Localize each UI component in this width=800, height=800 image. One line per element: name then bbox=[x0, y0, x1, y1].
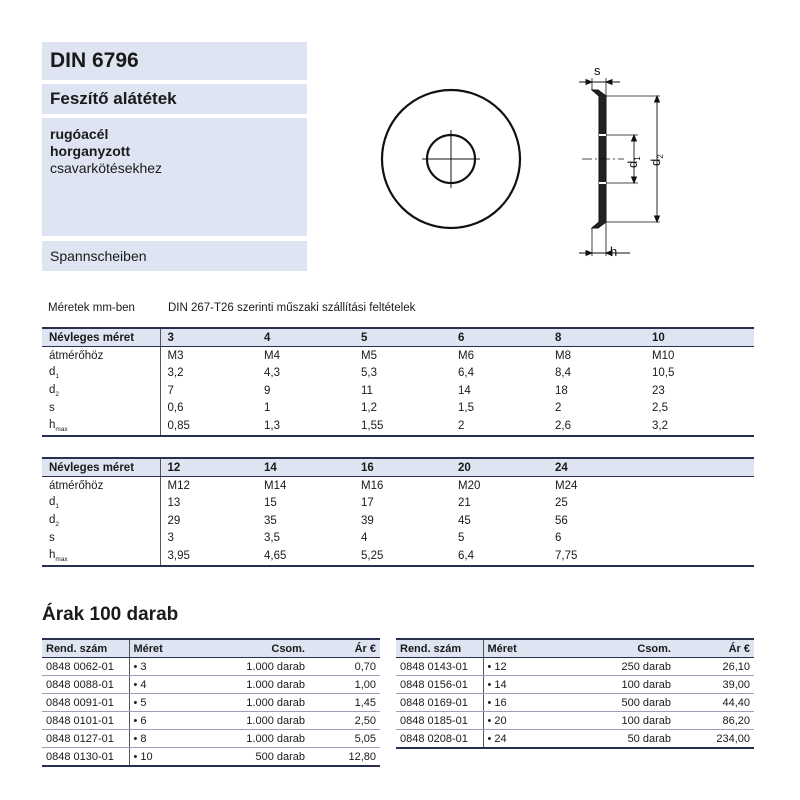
spec-header-row bbox=[42, 328, 754, 347]
price-price: 39,00 bbox=[675, 676, 754, 694]
usage-line: csavarkötésekhez bbox=[50, 160, 163, 176]
spec-cell: 15 bbox=[264, 497, 277, 510]
label-s: s bbox=[594, 63, 601, 78]
spec-row-label-text: h bbox=[49, 418, 56, 431]
price-price: 1,00 bbox=[309, 676, 380, 694]
spec-size-header: 10 bbox=[645, 328, 754, 347]
spec-row-label bbox=[42, 365, 160, 383]
spec-row-label bbox=[42, 495, 160, 513]
spec-size-header: 3 bbox=[160, 328, 257, 347]
product-title: DIN 6796 bbox=[42, 42, 307, 80]
price-row bbox=[42, 730, 380, 748]
spec-cell: 4 bbox=[361, 532, 368, 545]
price-row bbox=[42, 658, 380, 676]
price-code: 0848 0143-01 bbox=[396, 658, 483, 676]
spec-cell: M12 bbox=[160, 477, 257, 495]
spec-cell: 3,5 bbox=[264, 532, 280, 545]
spec-cell: M8 bbox=[555, 349, 571, 362]
spec-cell: 1,55 bbox=[354, 417, 451, 436]
spec-row bbox=[42, 417, 754, 436]
spec-cell: 17 bbox=[361, 497, 374, 510]
price-pack: 500 darab bbox=[551, 694, 675, 712]
price-pack: 1.000 darab bbox=[189, 676, 309, 694]
price-table-right bbox=[396, 638, 754, 749]
price-column-header: Ár € bbox=[309, 639, 380, 658]
price-row bbox=[42, 676, 380, 694]
spec-cell: M10 bbox=[652, 349, 675, 362]
spec-row-label-text: d bbox=[49, 383, 56, 396]
spec-row-label bbox=[42, 417, 160, 436]
spec-cell: M16 bbox=[361, 479, 384, 492]
price-column-header: Méret bbox=[129, 639, 189, 658]
price-code: 0848 0127-01 bbox=[42, 730, 129, 748]
spec-row-label-sub: 1 bbox=[55, 503, 60, 511]
spec-size-header: 4 bbox=[257, 328, 354, 347]
price-price: 0,70 bbox=[309, 658, 380, 676]
spec-row-label-sub: 2 bbox=[55, 390, 60, 398]
spec-cell: 8,4 bbox=[555, 367, 571, 380]
spec-row-label-text: átmérőhöz bbox=[49, 349, 104, 362]
spec-row-label bbox=[42, 382, 160, 400]
price-code: 0848 0088-01 bbox=[42, 676, 129, 694]
spec-row bbox=[42, 400, 754, 418]
product-subtitle: Feszítő alátétek bbox=[42, 84, 307, 114]
spec-row-label-text: s bbox=[49, 532, 55, 545]
price-row bbox=[396, 694, 754, 712]
spec-table-1 bbox=[42, 327, 754, 437]
label-d2: $d_2$ bbox=[648, 154, 665, 166]
price-price: 86,20 bbox=[675, 712, 754, 730]
product-description bbox=[42, 118, 307, 236]
spec-cell: 9 bbox=[264, 384, 271, 397]
spec-size-header: 16 bbox=[354, 458, 451, 477]
spec-row-label bbox=[42, 347, 160, 365]
spec-cell: 3,95 bbox=[160, 547, 257, 566]
price-price: 12,80 bbox=[309, 748, 380, 767]
price-row bbox=[396, 712, 754, 730]
spec-cell: 2,6 bbox=[548, 417, 645, 436]
spec-row-label-text: h bbox=[49, 548, 56, 561]
spec-size-header: 20 bbox=[451, 458, 548, 477]
price-size: • 5 bbox=[129, 694, 189, 712]
spec-cell: 1,3 bbox=[257, 417, 354, 436]
price-row bbox=[42, 694, 380, 712]
spec-cell: 1,5 bbox=[458, 402, 474, 415]
spec-row-label-sub: 1 bbox=[55, 373, 60, 381]
spec-cell: 25 bbox=[555, 497, 568, 510]
spec-row-label bbox=[42, 477, 160, 495]
price-price: 1,45 bbox=[309, 694, 380, 712]
price-row bbox=[42, 712, 380, 730]
spec-table-2 bbox=[42, 457, 754, 567]
spec-cell bbox=[645, 547, 754, 566]
spec-cell: M24 bbox=[555, 479, 578, 492]
spec-cell: 6 bbox=[555, 532, 562, 545]
spec-row-label-text: d bbox=[49, 496, 56, 509]
spec-cell: 56 bbox=[555, 514, 568, 527]
price-size: • 20 bbox=[483, 712, 551, 730]
price-pack: 100 darab bbox=[551, 676, 675, 694]
price-pack: 1.000 darab bbox=[189, 694, 309, 712]
spec-cell: 0,85 bbox=[160, 417, 257, 436]
spec-cell bbox=[645, 495, 754, 513]
spec-cell: 5,25 bbox=[354, 547, 451, 566]
price-row bbox=[396, 730, 754, 749]
spec-row-label bbox=[42, 530, 160, 548]
spec-cell: 35 bbox=[264, 514, 277, 527]
price-table-left bbox=[42, 638, 380, 767]
price-price: 44,40 bbox=[675, 694, 754, 712]
price-pack: 50 darab bbox=[551, 730, 675, 749]
spec-row-label-text: s bbox=[49, 402, 55, 415]
spec-cell: 18 bbox=[555, 384, 568, 397]
price-code: 0848 0091-01 bbox=[42, 694, 129, 712]
spec-row bbox=[42, 495, 754, 513]
units-note: Méretek mm-ben bbox=[48, 302, 135, 314]
spec-cell: 45 bbox=[458, 514, 471, 527]
spec-cell: 11 bbox=[361, 384, 373, 397]
price-code: 0848 0062-01 bbox=[42, 658, 129, 676]
price-pack: 250 darab bbox=[551, 658, 675, 676]
price-pack: 1.000 darab bbox=[189, 730, 309, 748]
spec-size-header: 8 bbox=[548, 328, 645, 347]
prices-title: Árak 100 darab bbox=[42, 604, 179, 625]
spec-cell: 14 bbox=[458, 384, 471, 397]
spec-row bbox=[42, 365, 754, 383]
german-name: Spannscheiben bbox=[42, 241, 307, 271]
spec-size-header: 14 bbox=[257, 458, 354, 477]
spec-header-row bbox=[42, 458, 754, 477]
spec-cell bbox=[645, 477, 754, 495]
spec-size-header: 6 bbox=[451, 328, 548, 347]
spec-cell: 0,6 bbox=[160, 400, 257, 418]
spec-cell: 23 bbox=[652, 384, 665, 397]
spec-size-header: 24 bbox=[548, 458, 645, 477]
spec-cell: M3 bbox=[160, 347, 257, 365]
price-pack: 500 darab bbox=[189, 748, 309, 767]
spec-cell: 13 bbox=[160, 495, 257, 513]
price-row bbox=[396, 676, 754, 694]
price-header-row bbox=[396, 639, 754, 658]
price-price: 234,00 bbox=[675, 730, 754, 749]
spec-cell: 2 bbox=[555, 402, 562, 415]
spec-cell: 7,75 bbox=[548, 547, 645, 566]
spec-row-label bbox=[42, 400, 160, 418]
price-size: • 8 bbox=[129, 730, 189, 748]
price-code: 0848 0169-01 bbox=[396, 694, 483, 712]
price-size: • 3 bbox=[129, 658, 189, 676]
price-pack: 1.000 darab bbox=[189, 712, 309, 730]
spec-row-label-text: d bbox=[49, 513, 56, 526]
label-d1: $d_1$ bbox=[625, 156, 642, 168]
price-size: • 12 bbox=[483, 658, 551, 676]
spec-size-header: 5 bbox=[354, 328, 451, 347]
spec-row-label-sub: 2 bbox=[55, 520, 60, 528]
spec-cell: 21 bbox=[458, 497, 471, 510]
price-code: 0848 0156-01 bbox=[396, 676, 483, 694]
spec-cell: M20 bbox=[458, 479, 481, 492]
material-line-2: horganyzott bbox=[50, 143, 131, 159]
delivery-note: DIN 267-T26 szerinti műszaki szállítási feltételek bbox=[168, 302, 416, 314]
spec-cell: 6,4 bbox=[458, 367, 474, 380]
price-column-header: Rend. szám bbox=[396, 639, 483, 658]
price-size: • 24 bbox=[483, 730, 551, 749]
price-size: • 10 bbox=[129, 748, 189, 767]
price-column-header: Méret bbox=[483, 639, 551, 658]
spec-cell: 5,3 bbox=[361, 367, 377, 380]
spec-cell: M4 bbox=[264, 349, 280, 362]
spec-cell: M14 bbox=[264, 479, 287, 492]
spec-row bbox=[42, 347, 754, 365]
price-price: 2,50 bbox=[309, 712, 380, 730]
spec-cell: 29 bbox=[160, 512, 257, 530]
spec-cell: 5 bbox=[458, 532, 465, 545]
spec-cell: 3,2 bbox=[160, 365, 257, 383]
spec-cell: M5 bbox=[361, 349, 377, 362]
price-row bbox=[396, 658, 754, 676]
price-code: 0848 0208-01 bbox=[396, 730, 483, 749]
spec-cell bbox=[645, 512, 754, 530]
price-price: 26,10 bbox=[675, 658, 754, 676]
price-size: • 6 bbox=[129, 712, 189, 730]
spec-cell: 7 bbox=[160, 382, 257, 400]
spec-cell bbox=[645, 530, 754, 548]
spec-row-label bbox=[42, 512, 160, 530]
price-column-header: Csom. bbox=[189, 639, 309, 658]
washer-drawing bbox=[380, 58, 680, 268]
spec-cell: 39 bbox=[361, 514, 374, 527]
spec-row bbox=[42, 547, 754, 566]
spec-cell: M6 bbox=[458, 349, 474, 362]
price-pack: 1.000 darab bbox=[189, 658, 309, 676]
spec-cell: 2 bbox=[451, 417, 548, 436]
spec-row bbox=[42, 512, 754, 530]
price-code: 0848 0185-01 bbox=[396, 712, 483, 730]
label-h: h bbox=[610, 244, 618, 259]
price-code: 0848 0101-01 bbox=[42, 712, 129, 730]
spec-cell: 3,2 bbox=[645, 417, 754, 436]
spec-cell: 10,5 bbox=[652, 367, 675, 380]
spec-cell: 2,5 bbox=[652, 402, 668, 415]
spec-cell: 6,4 bbox=[451, 547, 548, 566]
spec-row-label-text: d bbox=[49, 366, 56, 379]
washer-side-view bbox=[579, 78, 660, 256]
spec-cell: 1 bbox=[264, 402, 271, 415]
price-column-header: Csom. bbox=[551, 639, 675, 658]
spec-cell: 1,2 bbox=[361, 402, 377, 415]
spec-size-header bbox=[645, 458, 754, 477]
spec-row bbox=[42, 382, 754, 400]
spec-row-label-sub: max bbox=[55, 425, 68, 433]
price-price: 5,05 bbox=[309, 730, 380, 748]
price-column-header: Ár € bbox=[675, 639, 754, 658]
spec-row-label bbox=[42, 547, 160, 566]
spec-cell: 4,65 bbox=[257, 547, 354, 566]
price-size: • 14 bbox=[483, 676, 551, 694]
price-column-header: Rend. szám bbox=[42, 639, 129, 658]
price-pack: 100 darab bbox=[551, 712, 675, 730]
spec-header-label: Névleges méret bbox=[42, 328, 160, 347]
price-size: • 4 bbox=[129, 676, 189, 694]
price-code: 0848 0130-01 bbox=[42, 748, 129, 767]
spec-cell: 3 bbox=[160, 530, 257, 548]
spec-size-header: 12 bbox=[160, 458, 257, 477]
price-row bbox=[42, 748, 380, 767]
price-header-row bbox=[42, 639, 380, 658]
material-line-1: rugóacél bbox=[50, 126, 109, 142]
spec-row bbox=[42, 477, 754, 495]
spec-row bbox=[42, 530, 754, 548]
spec-row-label-text: átmérőhöz bbox=[49, 479, 104, 492]
spec-row-label-sub: max bbox=[55, 555, 68, 563]
spec-header-label: Névleges méret bbox=[42, 458, 160, 477]
price-size: • 16 bbox=[483, 694, 551, 712]
spec-cell: 4,3 bbox=[264, 367, 280, 380]
